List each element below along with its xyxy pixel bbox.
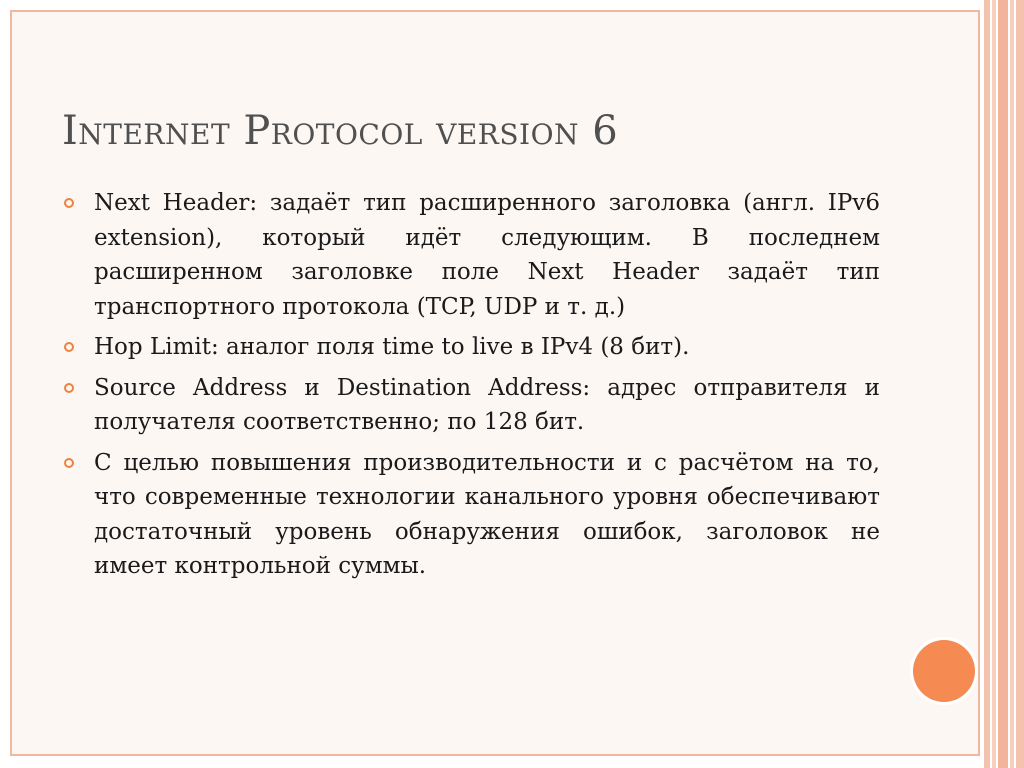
bullet-item (62, 186, 880, 324)
bullet-item (62, 446, 880, 584)
bullet-text: Next Header: задаёт тип расширенного заголовка (англ. IPv6 extension), который идёт следующим. В последнем расширенном заголовке поле Next Header задаёт тип транспортного протокола (TCP, UDP и т. д.) (94, 190, 880, 320)
slide-title: Internet Protocol version 6 (62, 108, 619, 154)
decorative-stripe (1010, 0, 1014, 768)
bullet-list (62, 186, 880, 590)
bullet-text: Source Address и Destination Address: адрес отправителя и получателя соответственно; по 128 бит. (94, 374, 880, 435)
ring-bullet-icon (64, 342, 74, 352)
bullet-item (62, 330, 880, 365)
bullet-text: Hop Limit: аналог поля time to live в IPv4 (8 бит). (94, 334, 690, 360)
bullet-text: С целью повышения производительности и с расчётом на то, что современные технологии канального уровня обеспечивают достаточный уровень обнаружения ошибок, заголовок не имеет контрольной суммы. (94, 449, 880, 579)
decorative-stripe (984, 0, 990, 768)
bullet-item (62, 371, 880, 440)
ring-bullet-icon (64, 458, 74, 468)
decorative-stripe (998, 0, 1008, 768)
decorative-stripe (1016, 0, 1024, 768)
decorative-stripe (992, 0, 996, 768)
ring-bullet-icon (64, 383, 74, 393)
ring-bullet-icon (64, 198, 74, 208)
orange-circle-icon (913, 640, 975, 702)
